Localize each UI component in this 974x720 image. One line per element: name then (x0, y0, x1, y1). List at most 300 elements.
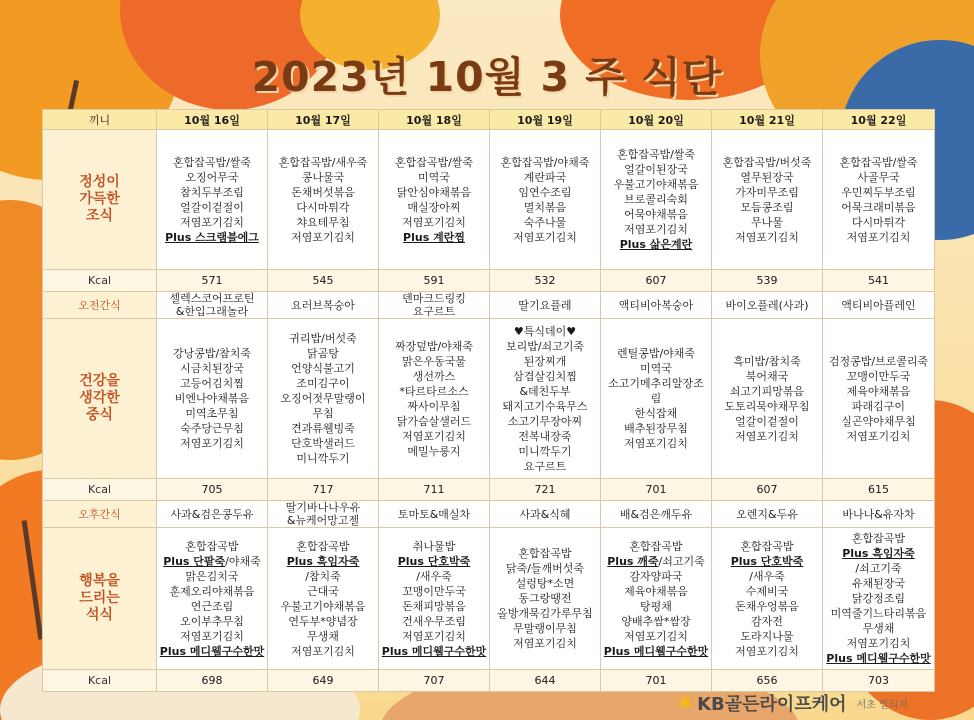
menu-item (268, 331, 378, 346)
menu-item (268, 421, 378, 436)
menu-item-text: 혼합잡곡밥 (629, 539, 683, 553)
plus-item: Plus 단팥죽 (163, 554, 226, 568)
menu-item (601, 361, 711, 376)
menu-item-text: 참치두부조림 (180, 185, 244, 199)
menu-item-text: 돈채버섯볶음 (291, 185, 355, 199)
menu-item (712, 384, 822, 399)
snack-item: 사과&검은콩두유 (170, 507, 254, 521)
menu-item (490, 546, 600, 561)
menu-item (379, 644, 489, 659)
menu-item (490, 354, 600, 369)
menu-item (712, 185, 822, 200)
menu-item (268, 554, 378, 569)
menu-item (268, 215, 378, 230)
menu-item-text: 한식잡채 (634, 407, 678, 420)
menu-item (490, 429, 600, 444)
menu-cell (490, 528, 601, 670)
menu-item (268, 584, 378, 599)
menu-item (823, 561, 934, 576)
menu-item (712, 584, 822, 599)
menu-item-text: 닭곰탕 (307, 347, 339, 360)
menu-item (157, 539, 267, 554)
snack-cell (712, 501, 823, 528)
menu-item (379, 369, 489, 384)
snack-item: 오렌지&두유 (736, 507, 798, 521)
menu-item (601, 222, 711, 237)
menu-item-text: 저염포기김치 (291, 644, 355, 658)
menu-item (601, 162, 711, 177)
menu-item (712, 414, 822, 429)
menu-item-text: 감자전 (751, 614, 783, 628)
menu-item-text: 혼합잡곡밥/쌀죽 (616, 148, 696, 161)
menu-item-text: 다시마튀각 (851, 215, 906, 229)
menu-item (379, 155, 489, 170)
menu-item-text: 언양식불고기 (291, 362, 355, 375)
menu-cell (823, 130, 935, 270)
snack-item: 액티비아복숭아 (618, 298, 694, 312)
snack-item: 배&검은깨두유 (619, 507, 693, 521)
menu-item-text: 저염포기김치 (402, 215, 466, 229)
day-header: 10월 21일 (712, 110, 823, 130)
menu-item-text: /야채죽 (225, 554, 261, 568)
menu-item-text: 저염포기김치 (735, 429, 799, 443)
meal-label-line: 생각한 (79, 390, 120, 406)
snack-item: &한입그래놀라 (175, 305, 249, 318)
menu-item (601, 346, 711, 361)
menu-item (823, 215, 934, 230)
menu-item-text: 닭죽/들깨버섯죽 (505, 562, 585, 575)
menu-item (157, 376, 267, 391)
menu-item (157, 361, 267, 376)
menu-item (601, 177, 711, 192)
menu-item-text: 혼합잡곡밥/쌀죽 (394, 155, 474, 169)
dinner-row (43, 528, 935, 670)
snack-cell (379, 292, 490, 319)
menu-item-text: 도라지나물 (740, 629, 794, 643)
meal-label-line: 조식 (85, 208, 114, 224)
plus-item: Plus 메디웰구수한맛 (826, 652, 931, 665)
menu-item-text: 제육야채볶음 (624, 584, 688, 598)
menu-item (157, 614, 267, 629)
plus-item: Plus 삶은계란 (619, 238, 693, 251)
menu-item (379, 200, 489, 215)
pm-snack-label: 오후간식 (43, 501, 157, 528)
menu-item-text: 오징어젓무말랭이 (280, 392, 366, 405)
menu-item-text: 쇠고기피망볶음 (729, 384, 805, 398)
pm-snack-row (43, 501, 935, 528)
plus-item: Plus 깨죽 (607, 554, 659, 568)
menu-item (268, 155, 378, 170)
meal-label-line: 드리는 (79, 590, 120, 606)
kb-star-icon: ✱ (678, 692, 694, 714)
snack-cell (157, 292, 268, 319)
menu-item (157, 584, 267, 599)
menu-item-text: 도토리묵야채무침 (724, 399, 810, 413)
menu-item-text: 혼합잡곡밥/새우죽 (278, 155, 368, 169)
day-header: 10월 19일 (490, 110, 601, 130)
menu-item (157, 406, 267, 421)
menu-item (268, 629, 378, 644)
menu-item-text: 짜사이무침 (407, 399, 461, 413)
menu-item-text: 전복내장죽 (518, 429, 572, 443)
menu-item-text: 탕평채 (640, 599, 672, 613)
menu-cell (490, 130, 601, 270)
menu-item-text: 요구르트 (523, 459, 567, 473)
menu-item-text: 무말랭이무침 (513, 622, 577, 635)
menu-item-text: 고등어김치찜 (180, 377, 244, 390)
menu-item-text: 혼합잡곡밥/쌀죽 (172, 155, 252, 169)
breakfast-kcal-row (43, 270, 935, 292)
menu-item (712, 429, 822, 444)
menu-item-text: *타르타르소스 (399, 384, 469, 398)
menu-item-text: 저염포기김치 (513, 230, 577, 244)
menu-item-text: 미역줄기느타리볶음 (830, 607, 927, 620)
menu-item-text: 다시마튀각 (296, 200, 350, 214)
kcal-value: 698 (157, 670, 268, 692)
menu-item-text: 배추된장무침 (624, 422, 688, 435)
menu-item (823, 230, 934, 245)
menu-item-text: 혼합잡곡밥/버섯죽 (722, 155, 812, 169)
snack-cell (823, 292, 935, 319)
kcal-value: 707 (379, 670, 490, 692)
menu-item (157, 346, 267, 361)
menu-item-text: 소고기메추리알장조 (608, 377, 704, 390)
menu-item-text: 저염포기김치 (291, 230, 355, 244)
menu-cell (268, 528, 379, 670)
menu-cell (268, 319, 379, 479)
snack-item: 셀렉스코어프로틴 (169, 292, 255, 305)
menu-item-text: 닭안심야채볶음 (396, 185, 472, 199)
menu-item-text: 혼합잡곡밥 (518, 547, 572, 560)
snack-cell (157, 501, 268, 528)
menu-item (379, 629, 489, 644)
menu-item-text: 검정콩밥/브로콜리죽 (828, 354, 929, 368)
menu-item (268, 451, 378, 466)
menu-item-text: 우불고기야채볶음 (613, 178, 699, 191)
menu-item-text: 미역국 (640, 362, 672, 375)
menu-item-text: 근대국 (307, 584, 339, 598)
snack-cell (823, 501, 935, 528)
snack-cell (490, 292, 601, 319)
menu-item-text: 무나물 (751, 215, 783, 229)
plus-item: Plus 단호박죽 (730, 554, 804, 568)
logo-text: KB골든라이프케어 (697, 694, 847, 715)
kcal-value: 607 (712, 479, 823, 501)
menu-item (379, 339, 489, 354)
menu-item (601, 436, 711, 451)
menu-item-text: 꼬맹이만두국 (846, 369, 911, 383)
menu-item (157, 185, 267, 200)
menu-item-text: 연근조림 (190, 599, 234, 613)
day-header: 10월 22일 (823, 110, 935, 130)
menu-item (601, 569, 711, 584)
menu-item (157, 554, 267, 569)
menu-cell (379, 319, 490, 479)
menu-item (490, 324, 600, 339)
menu-item (823, 591, 934, 606)
kcal-value: 711 (379, 479, 490, 501)
menu-item (268, 539, 378, 554)
am-snack-row (43, 292, 935, 319)
menu-item-text: 사골무국 (857, 170, 900, 184)
menu-item (823, 414, 934, 429)
menu-item (379, 584, 489, 599)
menu-item (823, 576, 934, 591)
menu-item (379, 614, 489, 629)
menu-item-text: 멸치볶음 (523, 200, 567, 214)
menu-item (712, 369, 822, 384)
menu-item (157, 644, 267, 659)
logo-subtext: 서초 빌리지 (856, 699, 908, 711)
menu-item (490, 576, 600, 591)
menu-item-text: 보리밥/쇠고기죽 (505, 339, 585, 353)
menu-item-text: 유채된장국 (851, 577, 906, 590)
menu-item-text: 짜장덮밥/야채죽 (394, 339, 474, 353)
menu-item (379, 215, 489, 230)
menu-item (601, 599, 711, 614)
kcal-value: 703 (823, 670, 935, 692)
menu-item (268, 361, 378, 376)
menu-item (712, 215, 822, 230)
menu-item (601, 539, 711, 554)
menu-item (712, 629, 822, 644)
menu-item (379, 599, 489, 614)
kcal-value: 701 (601, 479, 712, 501)
menu-item-text: 오징어무국 (185, 170, 239, 184)
am-snack-label: 오전간식 (43, 292, 157, 319)
menu-cell (601, 130, 712, 270)
menu-item (823, 546, 934, 561)
menu-item (490, 561, 600, 576)
kcal-value: 717 (268, 479, 379, 501)
menu-cell (601, 528, 712, 670)
kcal-value: 721 (490, 479, 601, 501)
menu-item (823, 354, 934, 369)
menu-item (490, 384, 600, 399)
menu-cell (157, 528, 268, 670)
menu-item-text: 닭강정조림 (851, 592, 906, 605)
menu-item-text: 연두부*양념장 (288, 614, 358, 628)
kcal-value: 644 (490, 670, 601, 692)
menu-item (601, 554, 711, 569)
menu-item-text: 저염포기김치 (624, 437, 688, 450)
menu-item-text: 저염포기김치 (846, 230, 911, 244)
menu-item-text: 훈제오리야채볶음 (169, 584, 255, 598)
menu-item (379, 569, 489, 584)
menu-item-text: 우민찌두부조림 (841, 185, 916, 199)
menu-item-text: /참치죽 (305, 569, 341, 583)
kcal-value: 656 (712, 670, 823, 692)
menu-item (490, 414, 600, 429)
menu-item-text: 저염포기김치 (735, 230, 799, 244)
menu-item (268, 644, 378, 659)
snack-cell (601, 292, 712, 319)
menu-item-text: 저염포기김치 (624, 629, 688, 643)
menu-item-text: 맑은김치국 (185, 569, 239, 583)
menu-item-text: 동그랑땡전 (518, 592, 572, 605)
menu-item (601, 237, 711, 252)
menu-item-text: 우불고기야채볶음 (280, 599, 366, 613)
menu-item (823, 200, 934, 215)
menu-item-text: 임연수조림 (518, 185, 572, 199)
menu-item-text: 양배추쌈*쌈장 (621, 614, 691, 628)
menu-item (268, 599, 378, 614)
menu-item (601, 406, 711, 421)
kcal-value: 571 (157, 270, 268, 292)
menu-item-text: &데친두부 (519, 384, 571, 398)
snack-item: 액티비아플레인 (841, 298, 916, 312)
menu-item-text: 건새우무조림 (402, 614, 466, 628)
menu-item (157, 629, 267, 644)
menu-item-text: /새우죽 (416, 569, 452, 583)
menu-item-text: 닭가슴살샐러드 (396, 414, 472, 428)
kb-golden-life-logo (678, 690, 908, 716)
day-header: 10월 20일 (601, 110, 712, 130)
menu-item-text: 메밀누룽지 (407, 444, 461, 458)
kcal-value: 705 (157, 479, 268, 501)
menu-item-text: 모듬콩조림 (740, 200, 794, 214)
menu-item-text: 취나물밥 (412, 539, 456, 553)
menu-item (268, 376, 378, 391)
menu-item (712, 539, 822, 554)
menu-item (823, 384, 934, 399)
menu-item (712, 569, 822, 584)
menu-item (712, 170, 822, 185)
menu-item (268, 346, 378, 361)
meal-label-line: 가득한 (79, 191, 120, 207)
lunch-label (43, 319, 157, 479)
menu-item (601, 584, 711, 599)
menu-cell (712, 319, 823, 479)
kcal-value: 532 (490, 270, 601, 292)
menu-item-text: 실곤약야채무침 (841, 414, 916, 428)
menu-item-text: 열무된장국 (740, 170, 794, 184)
menu-item (490, 399, 600, 414)
menu-item (268, 185, 378, 200)
menu-item-text: 숙주나물 (523, 215, 567, 229)
menu-cell (157, 130, 268, 270)
menu-item (379, 170, 489, 185)
menu-item-text: 얼갈이겉절이 (735, 414, 799, 428)
menu-item (490, 230, 600, 245)
menu-item-text: 수제비국 (745, 584, 789, 598)
kcal-value: 539 (712, 270, 823, 292)
menu-item (157, 200, 267, 215)
menu-item-text: 돈채피망볶음 (402, 599, 466, 613)
menu-item-text: 저염포기김치 (180, 437, 244, 450)
menu-item-text: 저염포기김치 (402, 429, 466, 443)
menu-cell (823, 528, 935, 670)
menu-cell (823, 319, 935, 479)
menu-item-text: 저염포기김치 (402, 629, 466, 643)
menu-item-text: 가자미무조림 (735, 185, 799, 199)
kcal-value: 649 (268, 670, 379, 692)
menu-item-text: 어묵야채볶음 (624, 208, 688, 221)
menu-item (268, 230, 378, 245)
menu-item-text: 견과류웰빙죽 (291, 422, 355, 435)
menu-item (823, 636, 934, 651)
menu-item (490, 621, 600, 636)
menu-item (601, 147, 711, 162)
menu-item-text: 무생채 (307, 629, 339, 643)
menu-item (823, 185, 934, 200)
menu-item-text: 콩나물국 (301, 170, 345, 184)
menu-cell (601, 319, 712, 479)
menu-cell (157, 319, 268, 479)
menu-item (823, 399, 934, 414)
menu-item (823, 369, 934, 384)
menu-item (379, 554, 489, 569)
menu-cell (268, 130, 379, 270)
menu-item (379, 539, 489, 554)
menu-item-text: 삼겹살김치찜 (513, 369, 577, 383)
menu-item (712, 354, 822, 369)
meal-label-line: 건강을 (79, 373, 120, 389)
menu-item-text: 북어채국 (745, 369, 789, 383)
menu-item (823, 606, 934, 621)
plus-item: Plus 단호박죽 (397, 554, 471, 568)
menu-item (490, 215, 600, 230)
menu-item (601, 614, 711, 629)
menu-item (157, 436, 267, 451)
menu-item (823, 155, 934, 170)
menu-item (601, 629, 711, 644)
meal-label-line: 중식 (85, 407, 114, 423)
menu-item-text: 혼합잡곡밥/쌀죽 (839, 155, 918, 169)
menu-item-text: 어묵크래미볶음 (841, 200, 916, 214)
menu-item (823, 170, 934, 185)
plus-item: Plus 흑임자죽 (842, 547, 915, 560)
menu-item (157, 599, 267, 614)
menu-item (601, 391, 711, 406)
snack-item: &뉴케어망고젤 (286, 514, 360, 527)
menu-item-text: 감자양파국 (629, 569, 683, 583)
kcal-value: 701 (601, 670, 712, 692)
menu-item-text: 혼합잡곡밥 (740, 539, 794, 553)
menu-item-text: 무침 (312, 407, 334, 420)
menu-item (490, 591, 600, 606)
menu-item (823, 651, 934, 666)
menu-item (268, 569, 378, 584)
kcal-label: Kcal (43, 479, 157, 501)
menu-item (490, 636, 600, 651)
menu-item (712, 200, 822, 215)
lunch-kcal-row (43, 479, 935, 501)
menu-item-text: 파래김구이 (851, 399, 906, 413)
menu-item (379, 354, 489, 369)
menu-item (490, 155, 600, 170)
menu-item (490, 606, 600, 621)
snack-cell (490, 501, 601, 528)
breakfast-label (43, 130, 157, 270)
menu-cell (490, 319, 601, 479)
menu-item-text: 올방개묵김가루무침 (497, 607, 593, 620)
menu-item-text: 저염포기김치 (624, 223, 688, 236)
snack-cell (712, 292, 823, 319)
snack-item: 토마토&매실차 (397, 507, 471, 521)
kcal-value: 545 (268, 270, 379, 292)
plus-item: Plus 메디웰구수한맛 (603, 644, 709, 658)
menu-item-text: 돈채우엉볶음 (735, 599, 799, 613)
menu-item (712, 554, 822, 569)
menu-item (823, 429, 934, 444)
menu-item (601, 421, 711, 436)
snack-cell (379, 501, 490, 528)
menu-item-text: 맑은우동국물 (402, 354, 466, 368)
menu-item (823, 621, 934, 636)
menu-item-text: /새우죽 (749, 569, 785, 583)
kcal-value: 615 (823, 479, 935, 501)
